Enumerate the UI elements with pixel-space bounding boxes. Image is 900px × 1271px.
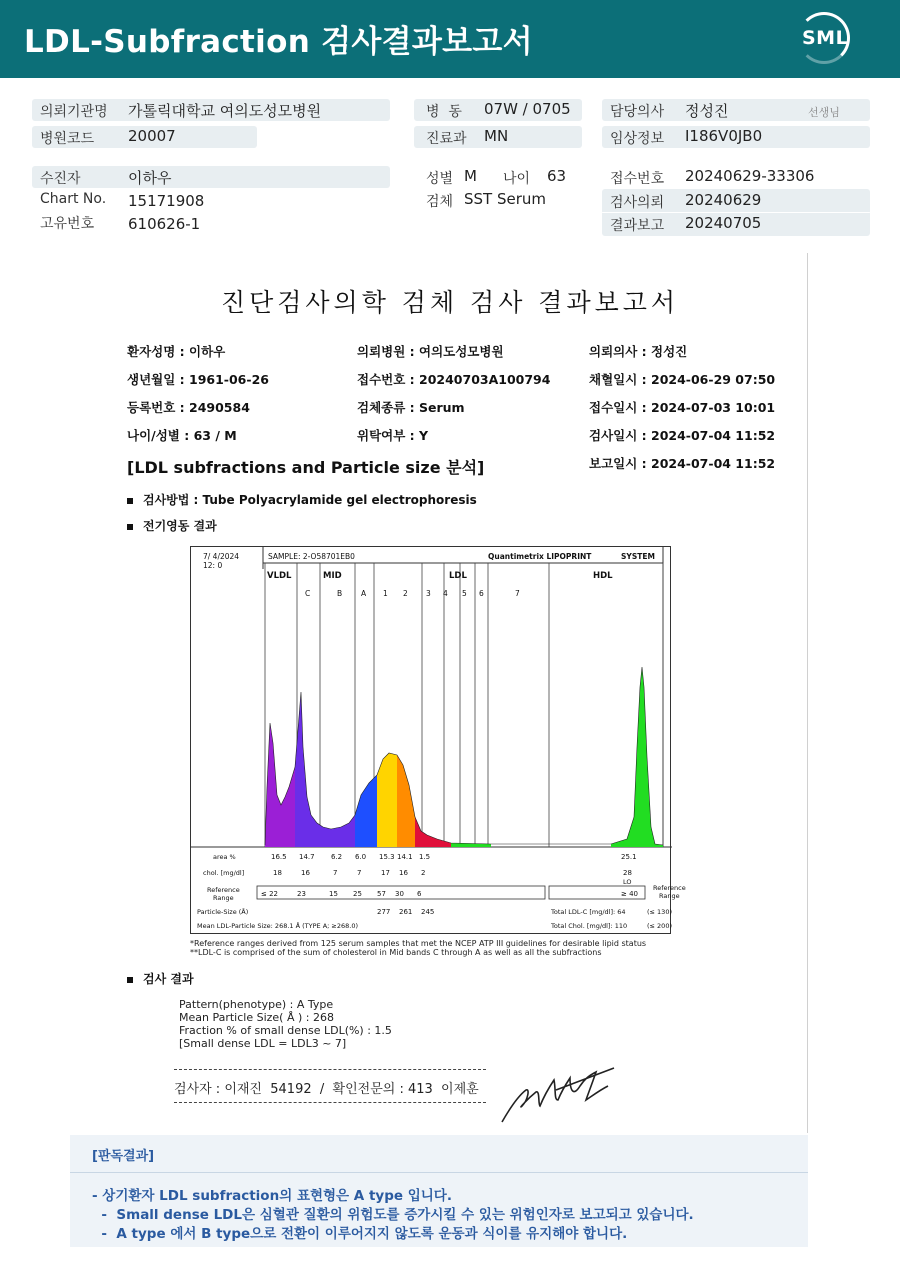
curve-fill-segment xyxy=(383,753,389,847)
institution-value: 가톨릭대학교 여의도성모병원 xyxy=(128,102,322,120)
area-row-label: area % xyxy=(213,853,236,861)
verdict-divider xyxy=(70,1172,808,1173)
curve-fill-segment xyxy=(281,797,285,847)
patient-row xyxy=(32,166,390,188)
doctor-value: 정성진 xyxy=(685,102,729,120)
electro-title-text: 전기영동 결과 xyxy=(143,519,217,533)
patient-label: 수진자 xyxy=(40,171,81,187)
chol-value: 16 xyxy=(301,869,310,877)
curve-fill-segment xyxy=(369,775,377,847)
curve-fill-segment xyxy=(421,831,427,847)
band-label: 2 xyxy=(403,589,408,598)
electrophoresis-chart xyxy=(190,546,686,934)
clinical-value: I186V0JB0 xyxy=(685,127,763,145)
curve-fill-segment xyxy=(349,815,355,847)
band-label: 6 xyxy=(479,589,484,598)
chart-time: 12: 0 xyxy=(203,561,223,570)
field-outsourced: 위탁여부 : Y xyxy=(357,428,429,443)
field-age-sex: 나이/성별 : 63 / M xyxy=(127,428,237,443)
signature-rule-bottom xyxy=(174,1102,486,1103)
dates-divider xyxy=(602,212,870,213)
area-value: 14.7 xyxy=(299,853,315,861)
ref-value: 15 xyxy=(329,890,338,898)
method-text: 검사방법 : Tube Polyacrylamide gel electrophoresis xyxy=(143,493,477,507)
ref-value: 30 xyxy=(395,890,404,898)
curve-fill-segment xyxy=(323,827,331,847)
chart-brand: Quantimetrix LIPOPRINT xyxy=(488,552,592,561)
group-label-ldl: LDL xyxy=(449,571,467,581)
ref-label-1: Reference xyxy=(207,886,240,894)
dept-value: MN xyxy=(484,127,509,145)
curve-fill-segment xyxy=(642,667,644,847)
area-value: 1.5 xyxy=(419,853,431,861)
field-report-time: 보고일시 : 2024-07-04 11:52 xyxy=(589,456,776,471)
group-label-vldl: VLDL xyxy=(267,571,292,581)
curve-fill-segment xyxy=(397,755,403,847)
logo-text: SML xyxy=(802,27,849,49)
chol-value: 7 xyxy=(333,869,338,877)
field-collection-time: 채혈일시 : 2024-06-29 07:50 xyxy=(589,372,776,387)
total-chol-ref: (≤ 200) xyxy=(647,922,672,930)
request-value: 20240629 xyxy=(685,191,762,209)
curve-fill-segment xyxy=(409,785,415,847)
band-label: 7 xyxy=(515,589,520,598)
report-date-label: 결과보고 xyxy=(610,218,665,234)
total-ldl-ref: (≤ 130) xyxy=(647,908,672,916)
field-requesting-doctor: 의뢰의사 : 정성진 xyxy=(589,344,688,359)
receipt-label: 접수번호 xyxy=(610,171,665,187)
field-patient-name: 환자성명 : 이하우 xyxy=(127,344,226,359)
mean-size: Mean LDL-Particle Size: 268.1 Å (TYPE A; ≥268.0) xyxy=(197,922,358,930)
total-ldl: Total LDL-C [mg/dl]: 64 xyxy=(551,908,626,916)
verdict-panel xyxy=(70,1135,808,1247)
area-value: 25.1 xyxy=(621,853,637,861)
size-value: 245 xyxy=(421,908,435,916)
result-title-text: 검사 결과 xyxy=(143,972,194,986)
field-receipt-time: 접수일시 : 2024-07-03 10:01 xyxy=(589,400,776,415)
analysis-title: [LDL subfractions and Particle size 분석] xyxy=(127,458,485,477)
verdict-line-1: - 상기환자 LDL subfraction의 표현형은 A type 입니다. xyxy=(92,1188,452,1204)
area-value: 15.3 xyxy=(379,853,395,861)
hospital-code-label: 병원코드 xyxy=(40,131,95,147)
result-small-dense-fraction: Fraction % of small dense LDL(%) : 1.5 xyxy=(179,1024,392,1037)
area-value: 14.1 xyxy=(397,853,413,861)
curve-fill-segment xyxy=(640,667,642,847)
report-date-value: 20240705 xyxy=(685,214,762,232)
curve-outline xyxy=(265,667,663,845)
curve-fill-segment xyxy=(644,687,647,847)
band-label: 4 xyxy=(443,589,448,598)
result-title xyxy=(127,970,194,987)
band-label: 1 xyxy=(383,589,388,598)
chol-value: 17 xyxy=(381,869,390,877)
hdl-ref-value: ≥ 40 xyxy=(621,890,638,898)
curve-fill-segment xyxy=(267,723,270,847)
result-small-dense-def: [Small dense LDL = LDL3 ~ 7] xyxy=(179,1037,347,1050)
paper-title: 진단검사의학 검체 검사 결과보고서 xyxy=(220,288,680,317)
request-label: 검사의뢰 xyxy=(610,195,665,211)
ref-value: 57 xyxy=(377,890,386,898)
receipt-value: 20240629-33306 xyxy=(685,167,815,185)
band-label: B xyxy=(337,589,343,598)
field-test-time: 검사일시 : 2024-07-04 11:52 xyxy=(589,428,776,443)
uid-label: 고유번호 xyxy=(40,216,95,232)
group-label-hdl: HDL xyxy=(593,571,613,581)
area-value: 6.0 xyxy=(355,853,367,861)
field-specimen-type: 검체종류 : Serum xyxy=(357,400,465,415)
electro-title xyxy=(127,517,217,534)
signature-line: 검사자 : 이재진 54192 / 확인전문의 : 413 이제훈 xyxy=(174,1082,479,1097)
chart-no-label: Chart No. xyxy=(40,191,107,207)
footnote-1: *Reference ranges derived from 125 serum samples that met the NCEP ATP III guidelines for desirable lipid status xyxy=(190,939,647,948)
bullet-icon xyxy=(127,498,133,504)
area-value: 6.2 xyxy=(331,853,343,861)
verdict-line-3: - A type 에서 B type으로 전환이 이루어지지 않도록 운동과 식이를 유지해야 합니다. xyxy=(92,1226,628,1242)
report-title: LDL-Subfraction 검사결과보고서 xyxy=(24,24,533,60)
chart-date: 7/ 4/2024 xyxy=(203,552,240,561)
curve-fill-segment xyxy=(303,747,307,847)
hospital-code-value: 20007 xyxy=(128,127,176,145)
field-receipt-no: 접수번호 : 20240703A100794 xyxy=(357,372,551,387)
chart-sample: SAMPLE: 2-O58701EB0 xyxy=(268,552,355,561)
ref-right-1: Reference xyxy=(653,884,686,892)
ward-label: 병 동 xyxy=(426,104,462,120)
size-value: 277 xyxy=(377,908,391,916)
sex-label: 성별 xyxy=(426,171,454,187)
ref-value: 23 xyxy=(297,890,306,898)
bullet-icon xyxy=(127,977,133,983)
institution-label: 의뢰기관명 xyxy=(40,104,108,120)
verdict-line-2: - Small dense LDL은 심혈관 질환의 위험도를 증가시킬 수 있는 위험인자로 보고되고 있습니다. xyxy=(92,1207,694,1223)
ref-label-2: Range xyxy=(213,894,234,902)
chart-brand-suffix: SYSTEM xyxy=(621,552,655,561)
chol-value: 2 xyxy=(421,869,426,877)
age-label: 나이 xyxy=(503,171,531,187)
curve-fill-segment xyxy=(289,767,295,847)
footnote-2: **LDL-C is comprised of the sum of cholesterol in Mid bands C through A as well as all the subfractions xyxy=(190,948,602,957)
group-label-mid: MID xyxy=(323,571,342,581)
ref-value: ≤ 22 xyxy=(261,890,278,898)
area-value: 16.5 xyxy=(271,853,287,861)
bullet-icon xyxy=(127,524,133,530)
curve-fill-segment xyxy=(311,815,317,847)
total-chol: Total Chol. [mg/dl]: 110 xyxy=(551,922,628,930)
clinical-label: 임상정보 xyxy=(610,131,665,147)
ref-value: 6 xyxy=(417,890,422,898)
specimen-label: 검체 xyxy=(426,194,454,210)
curve-fill-segment xyxy=(389,753,397,847)
uid-value: 610626-1 xyxy=(128,215,201,233)
doctor-label: 담당의사 xyxy=(610,104,665,120)
curve-fill-segment xyxy=(355,795,361,847)
doctor-suffix: 선생님 xyxy=(808,106,840,119)
report-header xyxy=(0,0,900,78)
signature-rule-top xyxy=(174,1069,486,1070)
size-value: 261 xyxy=(399,908,413,916)
result-mean-size: Mean Particle Size( Å ) : 268 xyxy=(179,1011,334,1024)
band-label: 5 xyxy=(462,589,467,598)
specimen-value: SST Serum xyxy=(464,190,547,208)
patient-value: 이하우 xyxy=(128,169,172,187)
method-line xyxy=(127,491,477,508)
chart-no-value: 15171908 xyxy=(128,192,205,210)
chol-value: 18 xyxy=(273,869,282,877)
ref-value: 25 xyxy=(353,890,362,898)
age-value: 63 xyxy=(547,167,567,185)
sex-value: M xyxy=(464,167,477,185)
curve-fill-segment xyxy=(627,817,634,847)
signature-mark xyxy=(496,1060,626,1130)
chol-value: 7 xyxy=(357,869,362,877)
curve-fill-segment xyxy=(415,817,421,847)
result-pattern: Pattern(phenotype) : A Type xyxy=(179,998,334,1011)
curve-fill-segment xyxy=(273,743,277,847)
field-birth-date: 생년월일 : 1961-06-26 xyxy=(127,372,269,387)
curve-fill-segment xyxy=(403,765,409,847)
chol-value: 16 xyxy=(399,869,408,877)
ref-right-2: Range xyxy=(659,892,680,900)
chart-svg xyxy=(191,547,686,935)
size-label: Particle-Size (Å) xyxy=(197,908,249,916)
curve-fill-segment xyxy=(331,827,341,847)
chol-flag: LO xyxy=(623,878,632,886)
ward-value: 07W / 0705 xyxy=(484,100,571,118)
band-label: C xyxy=(305,589,311,598)
dept-label: 진료과 xyxy=(426,131,467,147)
curve-fill-segment xyxy=(307,797,311,847)
sml-logo xyxy=(798,12,854,68)
field-registration-no: 등록번호 : 2490584 xyxy=(127,400,250,415)
band-label: 3 xyxy=(426,589,431,598)
curve-fill-segment xyxy=(361,783,369,847)
chol-row-label: chol. [mg/dl] xyxy=(203,869,245,877)
band-label: A xyxy=(361,589,367,598)
verdict-heading: [판독결과] xyxy=(92,1149,155,1164)
field-requesting-hospital: 의뢰병원 : 여의도성모병원 xyxy=(357,344,504,359)
chol-value: 28 xyxy=(623,869,632,877)
